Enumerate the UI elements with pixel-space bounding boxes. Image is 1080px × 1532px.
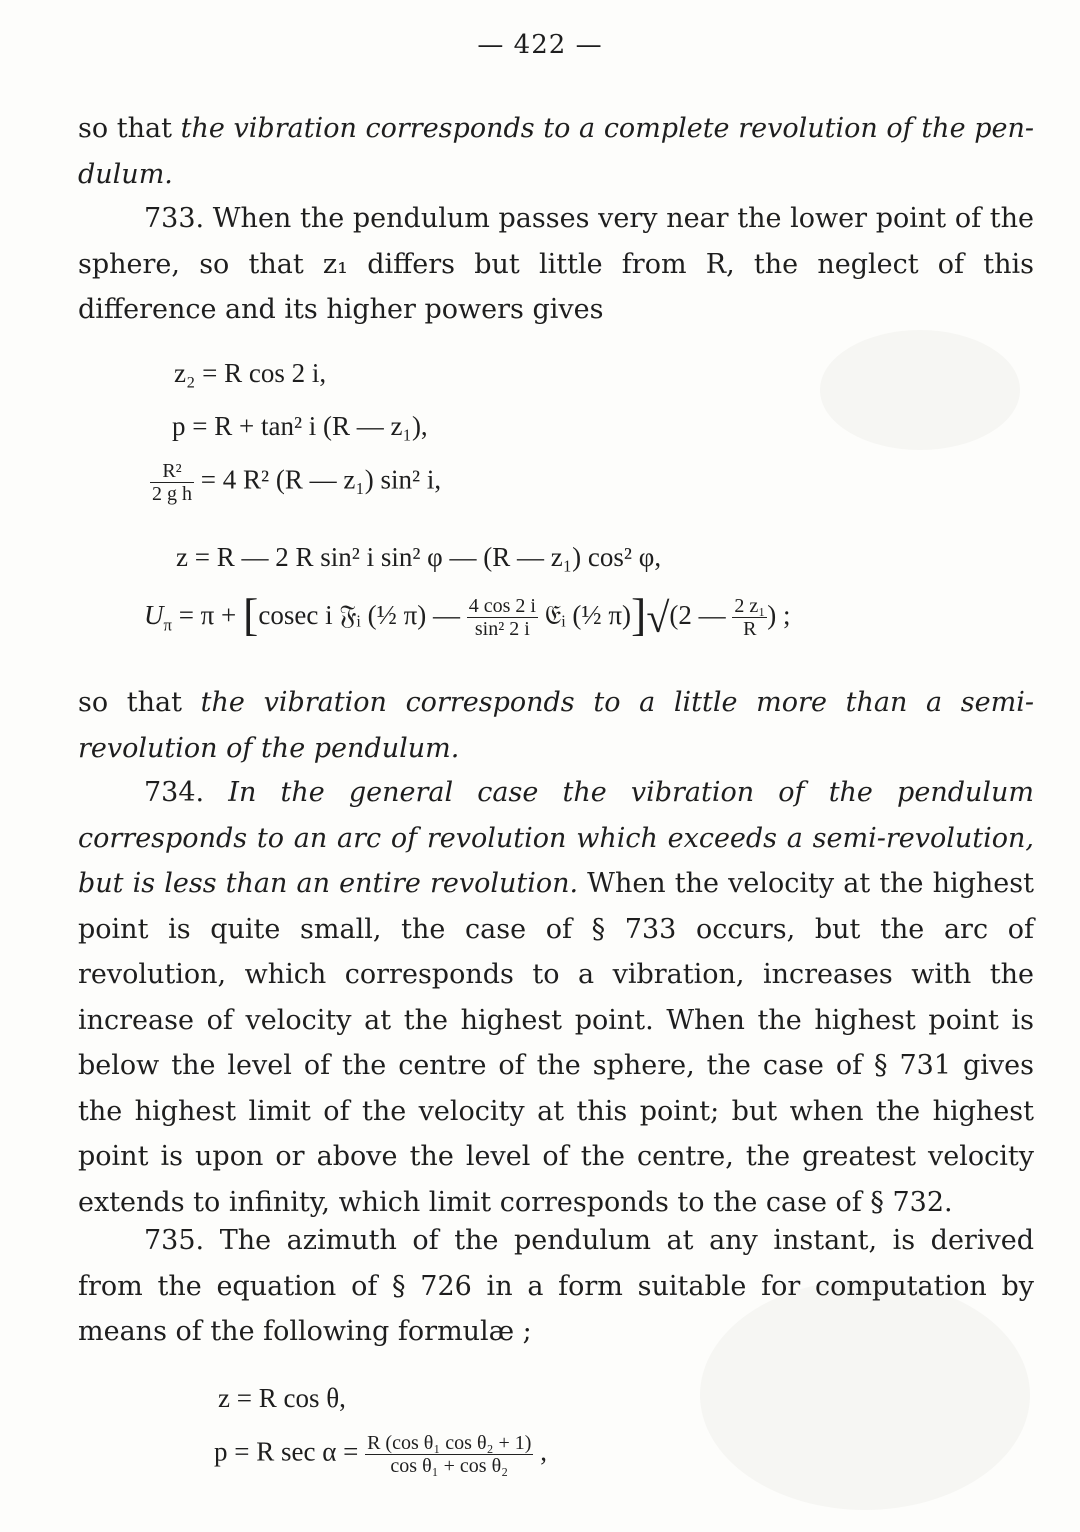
paragraph-733: 733. When the pendulum passes very near the lower point of the sphere, so that z₁ differs but little from R, the neglect of this difference and its higher powers gives bbox=[78, 203, 1034, 325]
symbol-u: U bbox=[144, 600, 164, 630]
equation-z2: z₂ = R cos 2 i, bbox=[174, 358, 327, 388]
sqrt-sign: √ bbox=[646, 596, 670, 642]
fraction bbox=[732, 595, 767, 640]
section-number: 734. bbox=[144, 777, 229, 808]
equation-rest: = 4 R² (R — z₁) sin² i, bbox=[200, 464, 442, 495]
paragraph-734 bbox=[78, 770, 1034, 1225]
fraction-numerator: R² bbox=[150, 460, 194, 483]
italic-run: In the general case the vibration of the pendulum corresponds to an arc of revolution which exceeds a semi-revolution, but is less than an entire revolution. bbox=[78, 777, 1035, 899]
paper-stain bbox=[820, 330, 1020, 450]
left-bracket: [ bbox=[243, 589, 259, 640]
equation-p-sec-alpha bbox=[214, 1432, 547, 1477]
equation-z-cos-theta: z = R cos θ, bbox=[218, 1383, 346, 1413]
fraction-numerator: 4 cos 2 i bbox=[468, 595, 536, 618]
paragraph-semi-revolution bbox=[78, 680, 1034, 771]
fraction-denominator: cos θ₁ + cos θ₂ bbox=[390, 1455, 509, 1477]
fraction bbox=[467, 595, 538, 640]
equation-z: z = R — 2 R sin² i sin² φ — (R — z₁) cos² φ, bbox=[176, 542, 662, 572]
italic-run: the vibration corresponds to a complete revolution of the pen-dulum. bbox=[78, 113, 1034, 190]
fraction-denominator: sin² 2 i bbox=[474, 618, 530, 641]
text-run: so that bbox=[78, 687, 201, 718]
fraction-numerator: R (cos θ₁ cos θ₂ + 1) bbox=[367, 1432, 532, 1454]
equation-part: , bbox=[533, 1436, 547, 1467]
fraction bbox=[150, 460, 194, 505]
equation-part: p = R sec α = bbox=[214, 1436, 366, 1467]
equation-r-squared bbox=[150, 460, 441, 505]
fraction-numerator: 2 z₁ bbox=[734, 595, 766, 618]
equation-u-pi bbox=[144, 588, 791, 643]
equation-p: p = R + tan² i (R — z₁), bbox=[172, 411, 428, 441]
paragraph-735: 735. The azimuth of the pendulum at any instant, is derived from the equation of § 726 in a form suitable for computation by means of the following formulæ ; bbox=[78, 1225, 1034, 1347]
paragraph-intro bbox=[78, 106, 1034, 197]
fraction bbox=[365, 1432, 533, 1477]
text-run: When the velocity at the highest point is quite small, the case of § 733 occurs, but the arc of revolution, which corresponds to a vibration, increases with the increase of velocity at the highest point. When the highest point is below the level of the centre of the sphere, the case of § 731 gives the highest limit of the velocity at this point; but when the highest point is upon or above the level of the centre, the greatest velocity extends to infinity, which limit corresponds to the case of § 732. bbox=[78, 868, 1034, 1218]
text-run: so that bbox=[78, 113, 181, 144]
page-number: — 422 — bbox=[477, 30, 603, 60]
equation-part: ) ; bbox=[767, 600, 791, 630]
fraction-denominator: R bbox=[743, 618, 757, 641]
fraction-denominator: 2 g h bbox=[152, 483, 192, 505]
right-bracket: ] bbox=[631, 589, 647, 640]
equation-part: (2 — bbox=[669, 600, 733, 630]
italic-run: the vibration corresponds to a little more than a semi-revolution of the pendulum. bbox=[78, 687, 1034, 764]
equation-part: 𝔈ᵢ (½ π) bbox=[537, 600, 632, 630]
subscript-pi: π bbox=[163, 615, 172, 635]
equation-part: = π + bbox=[178, 600, 244, 630]
equation-part: cosec i 𝔉ᵢ (½ π) — bbox=[258, 600, 467, 630]
